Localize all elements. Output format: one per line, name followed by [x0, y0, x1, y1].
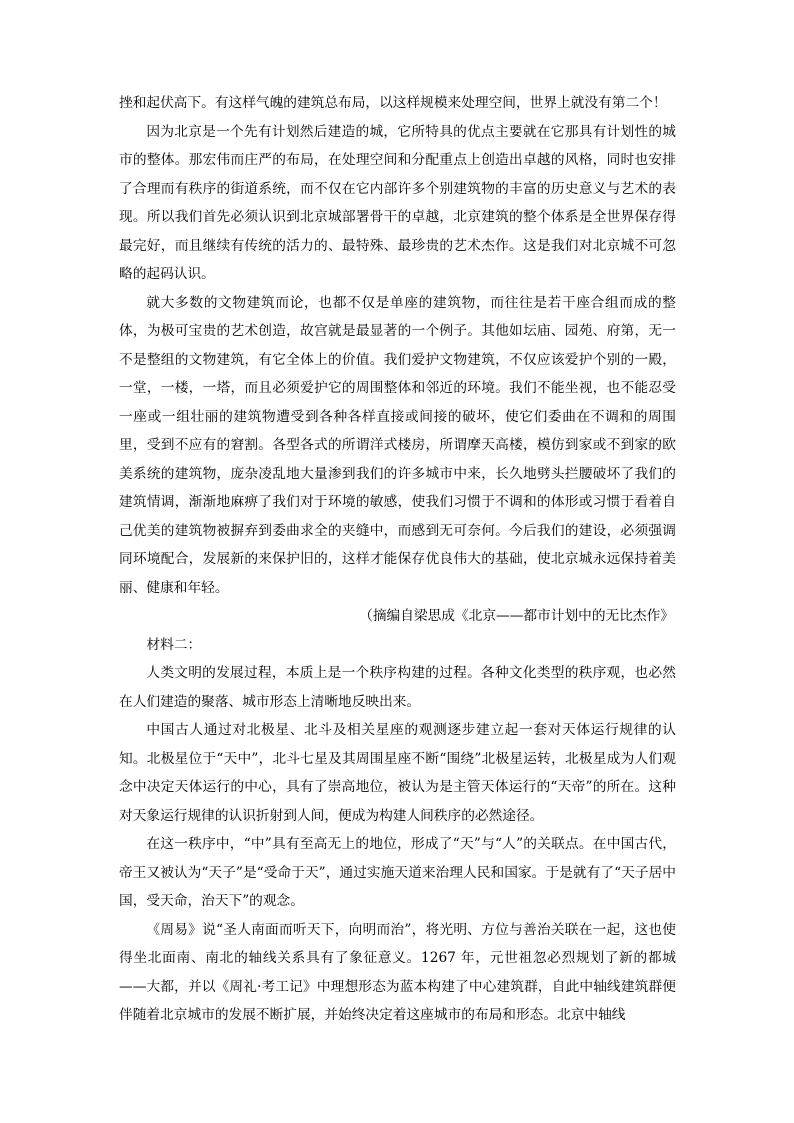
- source-citation: （摘编自梁思成《北京——都市计划中的无比杰作》: [359, 608, 674, 624]
- paragraph-polaris: 中国古人通过对北极星、北斗及相关星座的观测逐步建立起一套对天体运行规律的认知。北极星位于“天中”，北斗七星及其周围星座不断“围绕”北极星运转，北极星成为人们观念中决定天体运行的中心，具有了崇高地位，被认为是主管天体运行的“天帝”的所在。这种对天象运行规律的认识折射到人间，便成为构建人间秩序的必然途径。: [119, 722, 676, 824]
- paragraph-continued: 挫和起伏高下。有这样气魄的建筑总布局，以这样规模来处理空间，世界上就没有第二个！: [119, 95, 667, 111]
- material-heading: 材料二：: [146, 636, 202, 653]
- paragraph-center-heaven: 在这一秩序中，“中”具有至高无上的地位，形成了“天”与“人”的关联点。在中国古代，帝王又被认为“天子”是“受命于天”，通过实施天道来治理人民和国家。于是就有了“天子居中国，受天命，治天下”的观念。: [119, 836, 676, 909]
- document-body: [119, 89, 676, 1030]
- paragraph-cultural-relics: 就大多数的文物建筑而论，也都不仅是单座的建筑物，而往往是若干座合组而成的整体，为极可宝贵的艺术创造，故宫就是最显著的一个例子。其他如坛庙、园苑、府第，无一不是整组的文物建筑，有它全体上的价值。我们爱护文物建筑，不仅应该爱护个别的一殿，一堂，一楼，一塔，而且必须爱护它的周围整体和邻近的环境。我们不能坐视，也不能忍受一座或一组壮丽的建筑物遭受到各种各样直接或间接的破坏，使它们委曲在不调和的周围里，受到不应有的窘割。各型各式的所谓洋式楼房，所谓摩天高楼，模仿到家或不到家的欧美系统的建筑物，庞杂凌乱地大量渗到我们的许多城市中来，长久地劈头拦腰破坏了我们的建筑情调，渐渐地麻痹了我们对于环境的敏感，使我们习惯于不调和的体形或习惯于看着自己优美的建筑物被摒弃到委曲求全的夹缝中，而感到无可奈何。今后我们的建设，必须强调同环境配合，发展新的来保护旧的，这样才能保存优良伟大的基础，使北京城永远保持着美丽、健康和年轻。: [119, 294, 676, 596]
- paragraph-civilization-order: 人类文明的发展过程，本质上是一个秩序构建的过程。各种文化类型的秩序观，也必然在人们建造的聚落、城市形态上清晰地反映出来。: [119, 665, 676, 710]
- paragraph-zhouyi-axis: 《周易》说“圣人南面而听天下，向明而治”，将光明、方位与善治关联在一起，这也使得坐北面南、南北的轴线关系具有了象征意义。1267 年，元世祖忽必烈规划了新的都城——大都，并以《周礼·考工记》中理想形态为蓝本构建了中心建筑群，自此中轴线建筑群便伴随着北京城市的发展不断扩展，并始终决定着这座城市的布局和形态。北京中轴线: [119, 921, 676, 1023]
- paragraph-beijing-planning: 因为北京是一个先有计划然后建造的城，它所特具的优点主要就在它那具有计划性的城市的整体。那宏伟而庄严的布局，在处理空间和分配重点上创造出卓越的风格，同时也安排了合理而有秩序的街道系统，而不仅在它内部许多个别建筑物的丰富的历史意义与艺术的表现。所以我们首先必须认识到北京城部署骨干的卓越，北京建筑的整个体系是全世界保存得最完好，而且继续有传统的活力的、最特殊、最珍贵的艺术杰作。这是我们对北京城不可忽略的起码认识。: [119, 123, 676, 282]
